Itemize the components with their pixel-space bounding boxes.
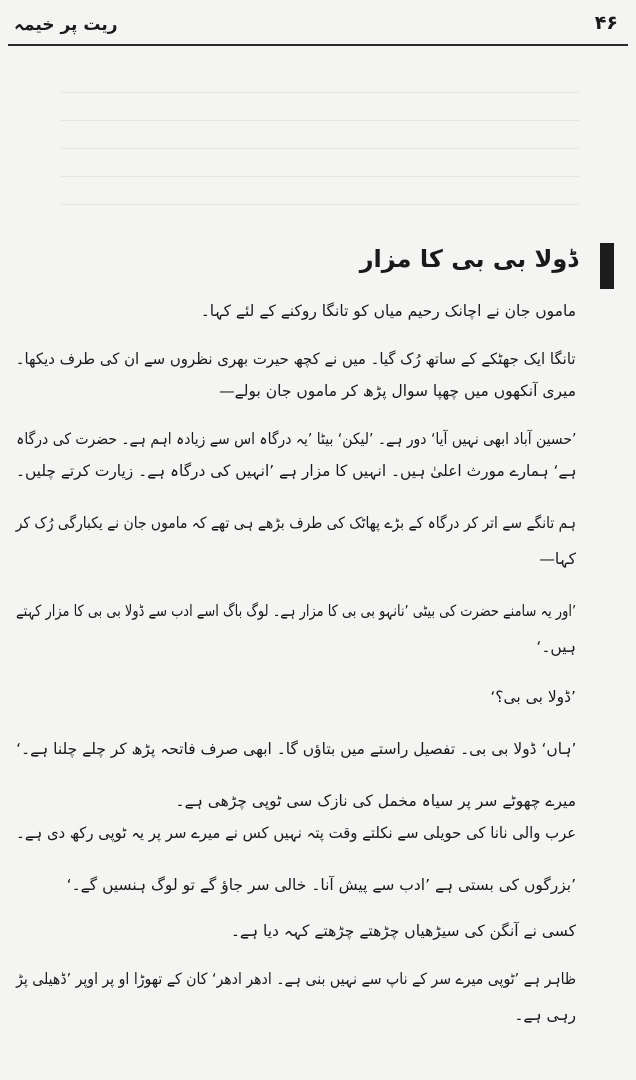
text-line: میری آنکھوں میں چھپا سوال پڑھ کر ماموں جان بولے— (219, 382, 576, 400)
text-line: ’ڈولا بی بی؟‘ (490, 688, 576, 706)
page-number: ۴۶ (594, 12, 618, 34)
text-line: رہی ہے۔ (514, 1006, 576, 1024)
bleed-through-line (60, 204, 580, 205)
bleed-through-line (60, 120, 580, 121)
text-line: ’حسین آباد ابھی نہیں آیا‘ دور ہے۔ ’لیکن‘ بیٹا ’یہ درگاہ اس سے زیادہ اہم ہے۔ حضرت کی درگاہ (15, 430, 576, 448)
text-line: ہیں۔‘ (536, 638, 576, 656)
book-title: ریت پر خیمہ (14, 15, 118, 35)
text-line: ظاہر ہے ’ٹوپی میرے سر کے ناپ سے نہیں بنی ہے۔ ادھر ادھر‘ کان کے تھوڑا او پر اوپر ’ڈھیلی پڑ (15, 970, 576, 988)
text-line: ’اور یہ سامنے حضرت کی بیٹی ’نانہو بی بی کا مزار ہے۔ لوگ باگ اسے ادب سے ڈولا بی بی کا مزار کہتے (15, 602, 576, 620)
text-line: ’ہاں‘ ڈولا بی بی۔ تفصیل راستے میں بتاؤں گا۔ ابھی صرف فاتحہ پڑھ کر چلے چلنا ہے۔‘ (15, 740, 576, 758)
chapter-marker-bar (600, 243, 614, 289)
text-line: کسی نے آنگن کی سیڑھیاں چڑھتے چڑھتے کہہ دیا ہے۔ (230, 922, 576, 940)
text-line: میرے چھوٹے سر پر سیاہ مخمل کی نازک سی ٹوپی چڑھی ہے۔ (175, 792, 576, 810)
bleed-through-line (60, 92, 580, 93)
page-header (0, 0, 636, 44)
bleed-through-line (60, 176, 580, 177)
text-line: تانگا ایک جھٹکے کے ساتھ رُک گیا۔ میں نے کچھ حیرت بھری نظروں سے ان کی طرف دیکھا۔ (16, 350, 576, 368)
text-line: ہم تانگے سے اتر کر درگاہ کے بڑے پھاٹک کی طرف بڑھے ہی تھے کہ ماموں جان نے یکبارگی رُک کر (15, 514, 576, 532)
text-line: ماموں جان نے اچانک رحیم میاں کو تانگا روکنے کے لئے کہا۔ (200, 302, 576, 320)
text-line: عرب والی نانا کی حویلی سے نکلتے وقت پتہ نہیں کس نے میرے سر پر یہ ٹوپی رکھ دی ہے۔ (16, 824, 576, 842)
text-line: ’بزرگوں کی بستی ہے ’ادب سے پیش آنا۔ خالی سر جاؤ گے تو لوگ ہنسیں گے۔‘ (66, 876, 576, 894)
bleed-through-line (60, 148, 580, 149)
text-line: ہے‘ ہمارے مورث اعلیٰ ہیں۔ انہیں کا مزار ہے ’انہیں کی درگاہ ہے۔ زیارت کرتے چلیں۔ (15, 462, 576, 480)
text-line: کہا— (539, 550, 576, 568)
chapter-title: ڈولا بی بی کا مزار (359, 245, 578, 273)
header-rule (8, 44, 628, 46)
